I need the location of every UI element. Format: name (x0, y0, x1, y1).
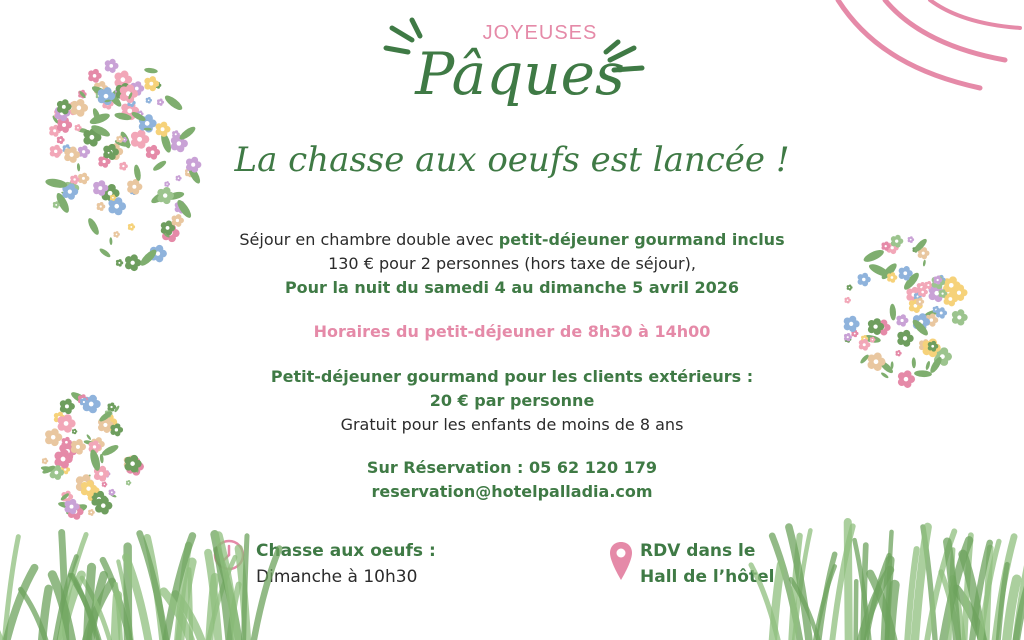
title-paques: Pâques (415, 40, 625, 108)
flower-center (93, 74, 97, 78)
flower-petal (112, 194, 115, 197)
flower-center (77, 106, 82, 111)
external-kids: Gratuit pour les enfants de moins de 8 ans (340, 415, 684, 434)
flower-petal (99, 81, 106, 88)
breakfast-hours: Horaires du petit-déjeuner de 8h30 à 14h00 (313, 322, 711, 341)
flower-center (135, 87, 139, 91)
flower-center (108, 191, 113, 196)
flower-petal (90, 509, 93, 512)
flower-petal (874, 352, 882, 360)
flower-petal (100, 202, 104, 206)
flower-center (127, 108, 132, 113)
flower-petal (93, 69, 99, 75)
grass-left (0, 530, 260, 640)
flower-center (874, 359, 879, 364)
flower-center (145, 121, 150, 126)
grass-blade (244, 536, 247, 640)
grass-blade (0, 590, 1, 640)
flower-petal (137, 130, 145, 138)
tagline: La chasse aux oeufs est lancée ! (234, 140, 790, 180)
leaf (889, 304, 896, 321)
reservation-email: reservation@hotelpalladia.com (371, 482, 653, 501)
flower-center (919, 301, 921, 303)
flower-petal (175, 130, 178, 133)
grass-blade (88, 567, 92, 640)
meeting-line-1: RDV dans le (640, 541, 756, 561)
flower-petal (940, 307, 945, 312)
stay-line-2: 130 € pour 2 personnes (hors taxe de séjour), (328, 254, 696, 273)
flower-petal (176, 214, 182, 220)
flower-center (898, 352, 900, 354)
flower-center (148, 99, 150, 101)
flower-petal (59, 136, 63, 140)
egg-hunt-title: Chasse aux oeufs : (256, 541, 436, 561)
leaf (144, 67, 158, 74)
flower-center (166, 183, 167, 184)
flower-center (98, 186, 102, 190)
flower-center (132, 185, 136, 189)
flower-petal (940, 347, 948, 355)
leaf (163, 93, 185, 112)
flower-petal (62, 99, 69, 106)
grass-blade (915, 527, 928, 640)
flower-petal (77, 124, 80, 127)
flower-center (93, 445, 96, 448)
flower-petal (145, 114, 153, 122)
flower-center (159, 101, 161, 103)
flower-center (940, 311, 943, 314)
external-breakfast (0, 365, 1024, 437)
flower-petal (166, 181, 169, 184)
flower-petal (77, 99, 85, 107)
flower-petal (126, 84, 134, 92)
flower-petal (68, 184, 75, 191)
egg-hunt-info (256, 538, 436, 590)
flower-petal (65, 437, 70, 442)
flower-petal (119, 135, 122, 138)
flower-petal (148, 97, 151, 100)
stay-line-1 (0, 228, 1024, 252)
flower-petal (130, 223, 133, 226)
flower-petal (109, 59, 115, 65)
reservation-info (0, 456, 1024, 504)
flower-center (163, 193, 167, 197)
flower-petal (957, 309, 964, 316)
flower-center (68, 190, 72, 194)
flower-petal (124, 137, 127, 140)
grass-blade (189, 569, 191, 640)
title-joyeuses: JOYEUSES (482, 22, 598, 44)
flower-center (77, 127, 79, 129)
flower-petal (898, 350, 901, 353)
flower-center (62, 105, 66, 109)
flower-petal (161, 122, 168, 129)
flower-petal (159, 99, 162, 102)
flower-petal (93, 440, 99, 446)
decorative-swirl (830, 0, 1024, 100)
stay-info (0, 228, 1024, 300)
flower-petal (930, 313, 936, 319)
external-title: Petit-déjeuner gourmand pour les clients extérieurs : (270, 367, 754, 386)
flower-petal (900, 314, 905, 319)
flower-center (957, 315, 961, 319)
flower-center (100, 205, 102, 207)
flower-center (62, 123, 66, 127)
external-price: 20 € par personne (429, 391, 595, 410)
flower-center (112, 197, 114, 199)
flower-center (109, 64, 113, 68)
flower-center (90, 512, 92, 514)
stay-line-3: Pour la nuit du samedi 4 au dimanche 5 avril 2026 (284, 278, 740, 297)
flower-center (76, 445, 80, 449)
flower-petal (108, 184, 116, 192)
flower-petal (139, 111, 142, 114)
location-pin-icon (608, 540, 634, 582)
flower-center (161, 127, 165, 131)
flower-center (931, 345, 934, 348)
flower-center (65, 441, 68, 444)
flower-petal (163, 187, 171, 195)
flower-center (176, 219, 179, 222)
flower-center (104, 94, 109, 99)
flower-petal (98, 180, 105, 187)
flower-petal (104, 87, 112, 95)
flower-center (53, 129, 56, 132)
flower-petal (135, 81, 141, 87)
meeting-point-info (640, 538, 774, 590)
grass-right (770, 520, 1024, 640)
stay-line-1-prefix: Séjour en chambre double avec (239, 230, 499, 249)
meeting-line-2: Hall de l’hôtel (640, 567, 775, 587)
flower-center (90, 135, 95, 140)
flower-center (120, 77, 125, 82)
flower-center (114, 204, 119, 209)
flower-petal (55, 201, 58, 204)
grass-blade (856, 581, 857, 640)
flower-center (101, 503, 106, 508)
flower-center (149, 82, 153, 86)
flower-petal (120, 71, 128, 79)
reservation-phone: Sur Réservation : 05 62 120 179 (366, 458, 658, 477)
flower-center (55, 204, 57, 206)
flower-petal (76, 439, 83, 446)
flower-center (70, 505, 74, 509)
flower-petal (149, 76, 156, 83)
flower-center (175, 133, 177, 135)
flower-petal (166, 221, 173, 228)
egg-hunt-time: Dimanche à 10h30 (256, 567, 418, 587)
stay-line-1-highlight: petit-déjeuner gourmand inclus (498, 230, 785, 249)
